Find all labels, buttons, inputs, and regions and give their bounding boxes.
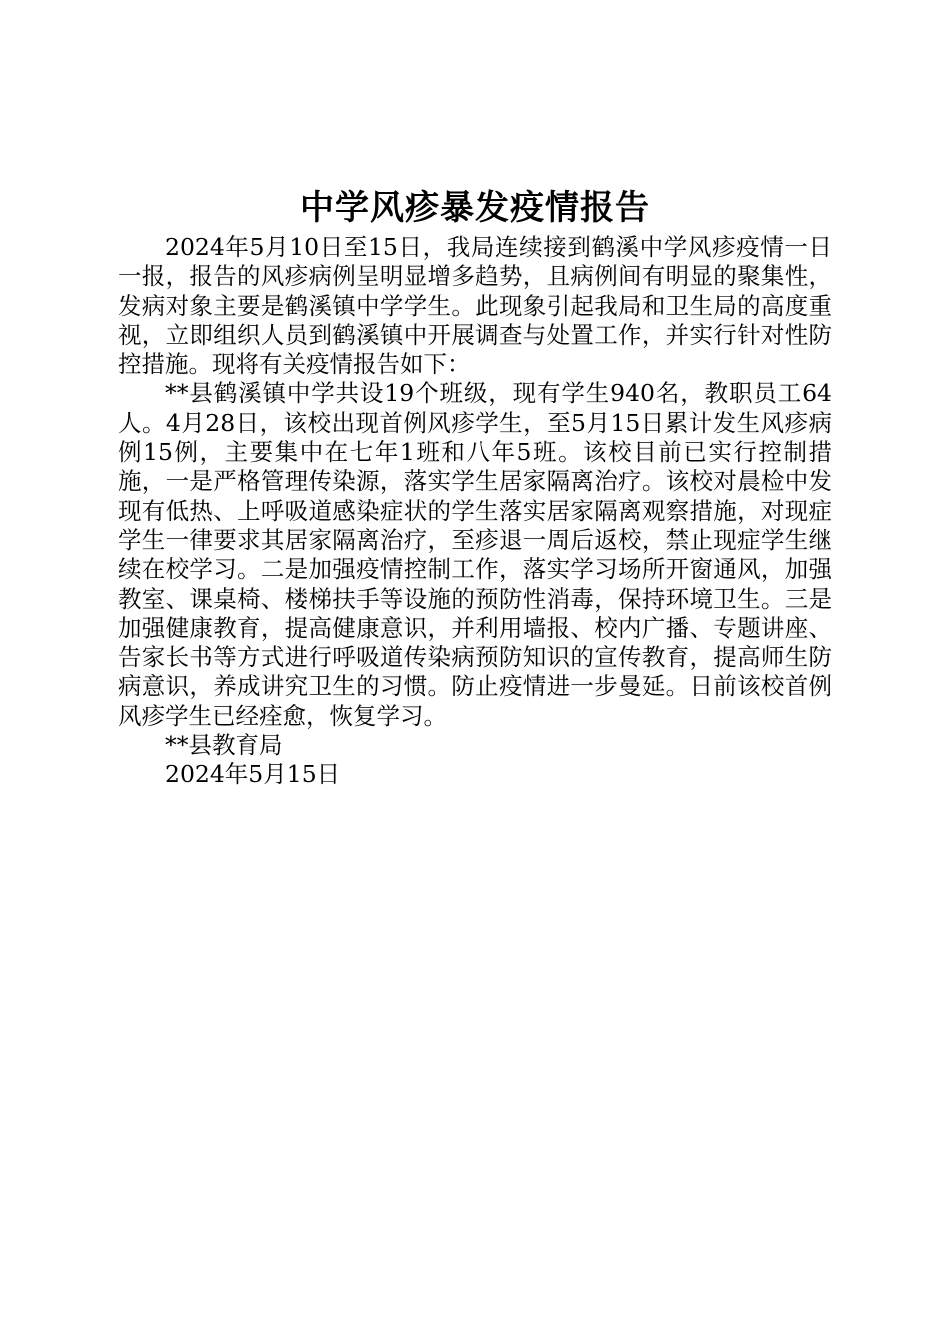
document-page xyxy=(118,183,832,790)
document-title: 中学风疹暴发疫情报告 xyxy=(300,188,650,228)
signature-organization: **县教育局 xyxy=(165,731,283,760)
signature-date: 2024年5月15日 xyxy=(165,760,341,789)
paragraph-intro: 2024年5月10日至15日，我局连续接到鹤溪中学风疹疫情一日一报，报告的风疹病例呈明显增多趋势，且病例间有明显的聚集性，发病对象主要是鹤溪镇中学学生。此现象引起我局和卫生局的高度重视，立即组织人员到鹤溪镇中开展调查与处置工作，并实行针对性防控措施。现将有关疫情报告如下： xyxy=(118,233,832,379)
paragraph-details: **县鹤溪镇中学共设19个班级，现有学生940名，教职员工64人。4月28日，该校出现首例风疹学生，至5月15日累计发生风疹病例15例，主要集中在七年1班和八年5班。该校目前已实行控制措施，一是严格管理传染源，落实学生居家隔离治疗。该校对晨检中发现有低热、上呼吸道感染症状的学生落实居家隔离观察措施，对现症学生一律要求其居家隔离治疗，至疹退一周后返校，禁止现症学生继续在校学习。二是加强疫情控制工作，落实学习场所开窗通风，加强教室、课桌椅、楼梯扶手等设施的预防性消毒，保持环境卫生。三是加强健康教育，提高健康意识，并利用墙报、校内广播、专题讲座、告家长书等方式进行呼吸道传染病预防知识的宣传教育，提高师生防病意识，养成讲究卫生的习惯。防止疫情进一步曼延。日前该校首例风疹学生已经痊愈，恢复学习。 xyxy=(118,379,832,730)
